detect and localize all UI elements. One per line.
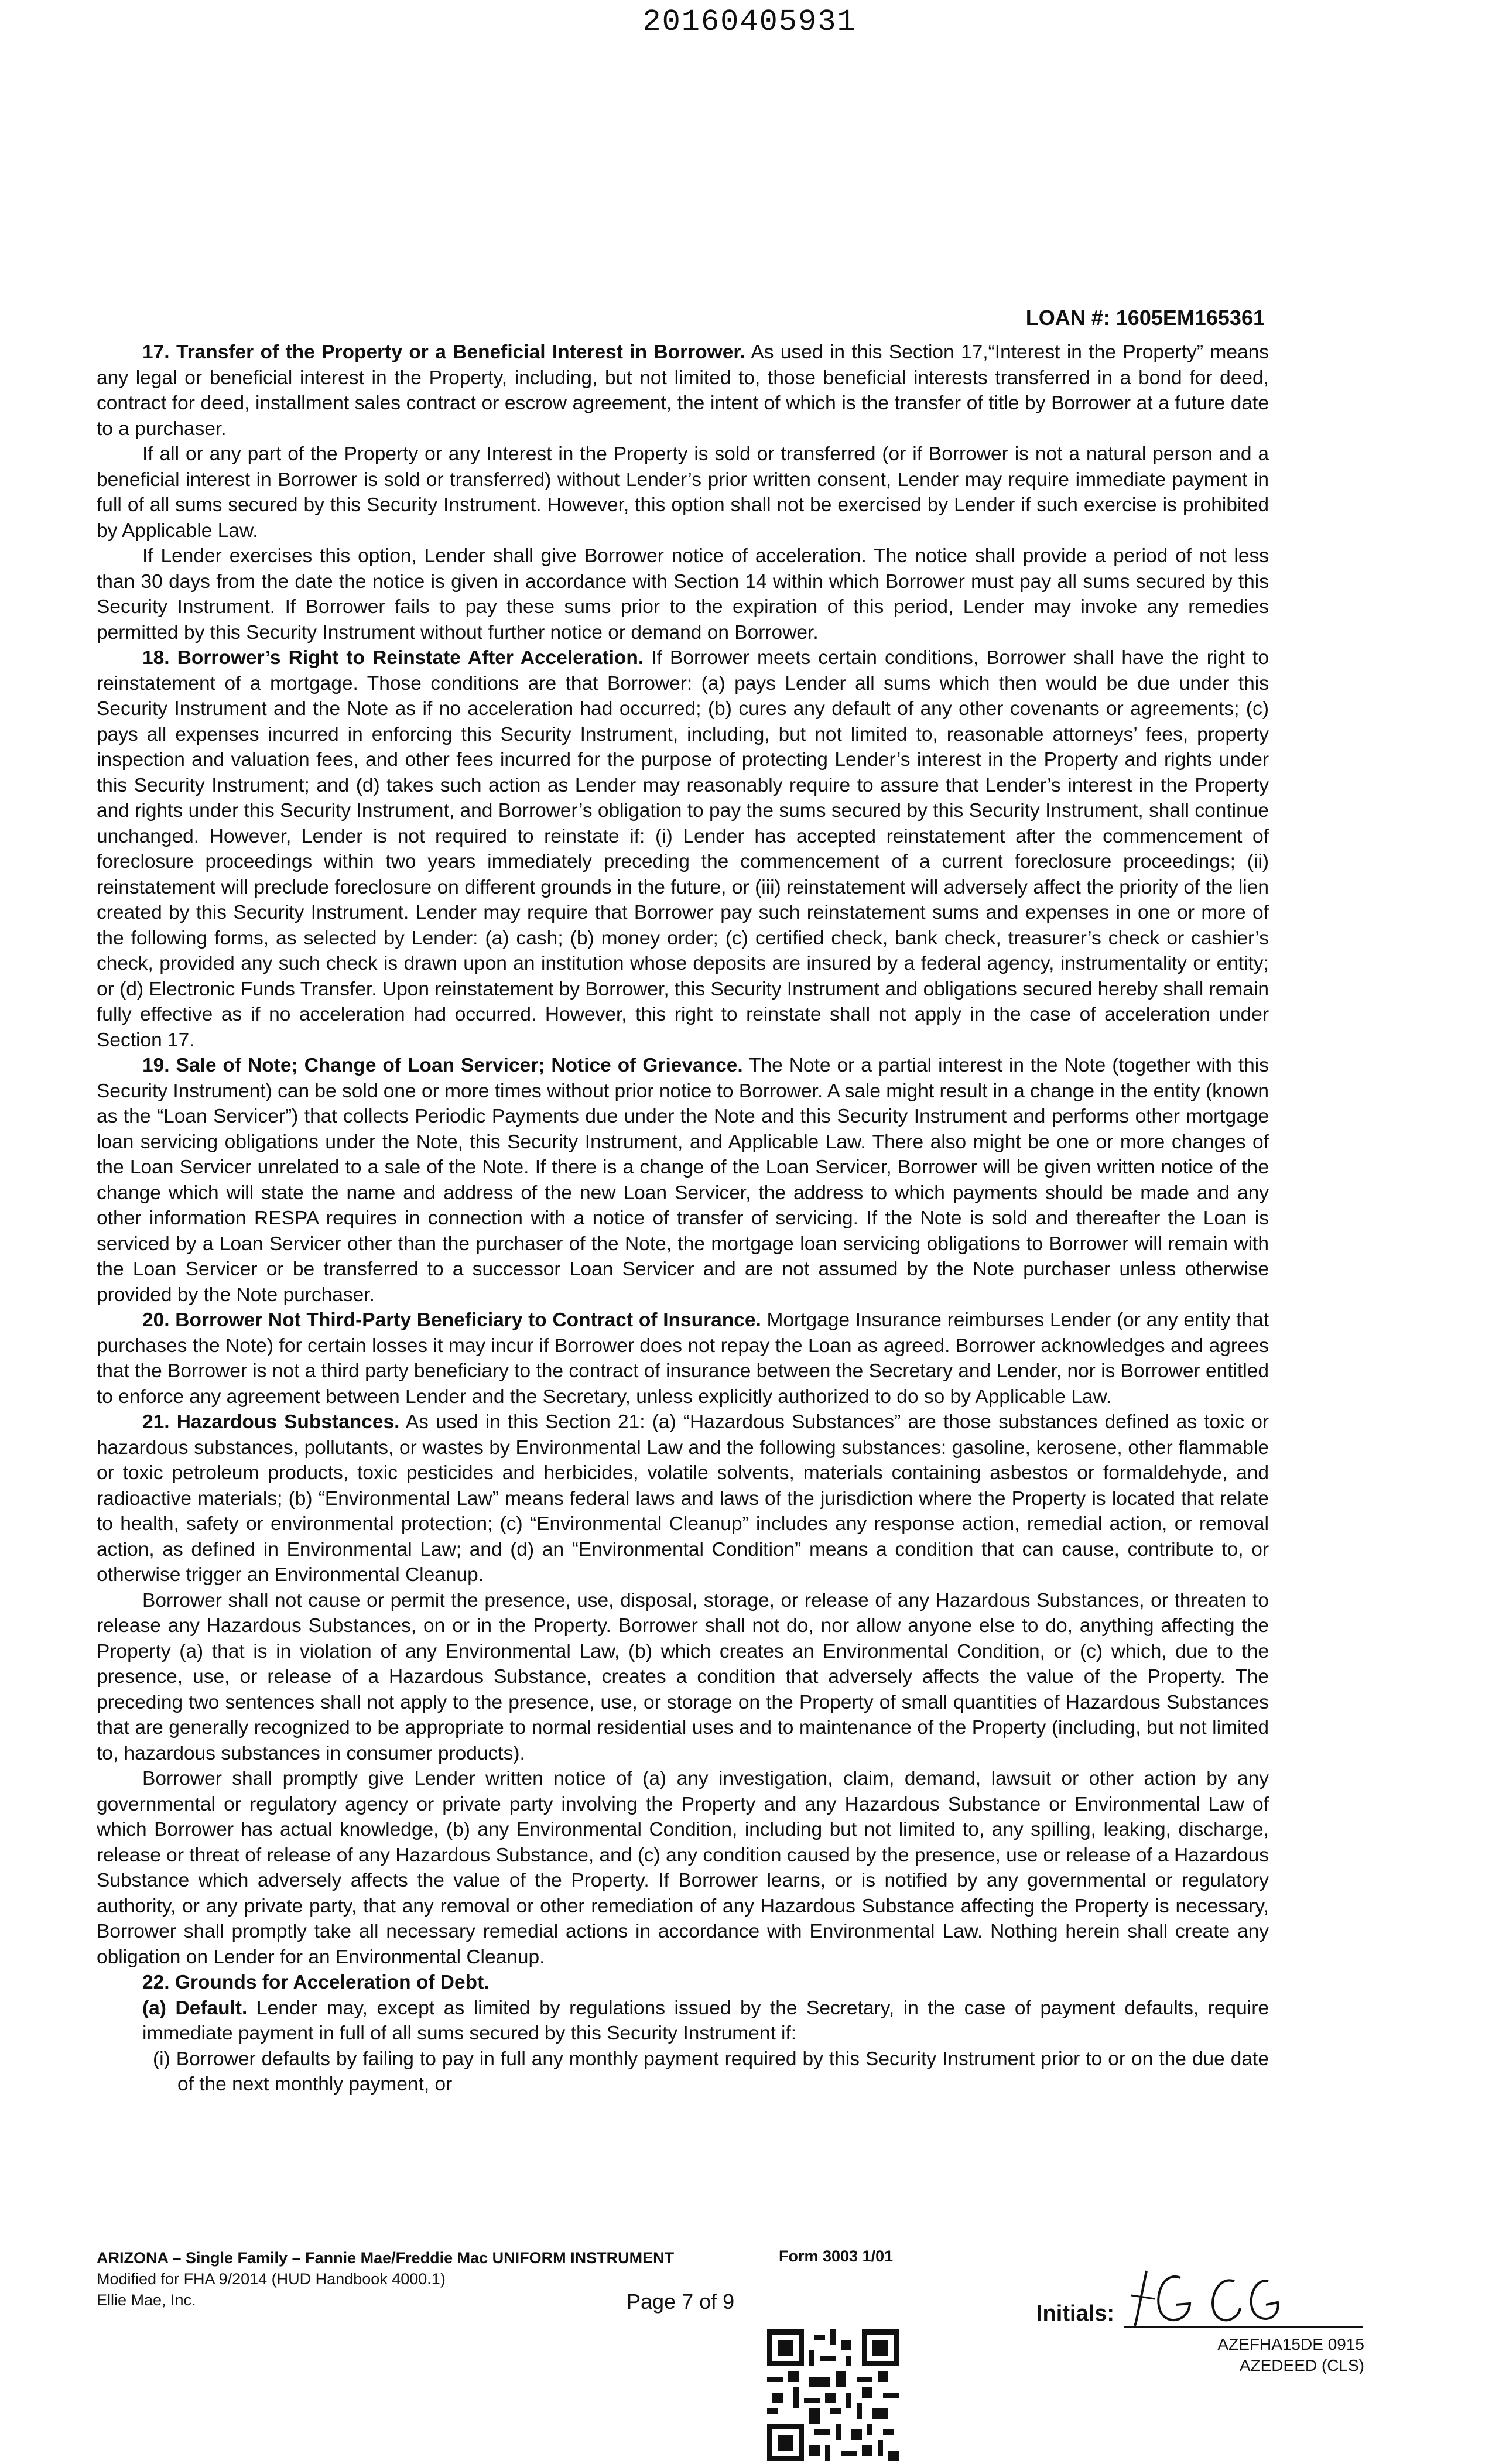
section-20-heading: 20. Borrower Not Third-Party Beneficiary to Contract of Insurance. [142,1309,761,1331]
section-21-heading: 21. Hazardous Substances. [142,1411,400,1433]
initials-label: Initials: [1036,2301,1115,2326]
section-22-heading: 22. Grounds for Acceleration of Debt. [142,1972,490,1993]
section-21-text-1: As used in this Section 21: (a) “Hazardous Substances” are those substances defined as toxic or hazardous substances, pollutants, or wastes by Environmental Law and the following substances: gasoline, kerosene, other flammable or toxic petroleum products, toxic pesticides and herbicides, volatile solvents, materials containing asbestos or formaldehyde, and radioactive materials; (b) “Environmental Law” means federal laws and laws of the jurisdiction where the Property is located that relate to health, safety or environmental protection; (c) “Environmental Cleanup” includes any response action, remedial action, or removal action, as defined in Environmental Law; and (d) an “Environmental Condition” means a condition that can cause, contribute to, or otherwise trigger an Environmental Cleanup. [97,1411,1269,1586]
state-name: ARIZONA [97,2249,168,2267]
form-code-2: AZEDEED (CLS) [1239,2356,1364,2374]
section-17-text-1: As used in this Section 17,“Interest in the Property” means any legal or beneficial interest in the Property, including, but not limited to, those beneficial interests transferred in a bond for deed, contract for deed, installment sales contract or escrow agreement, the intent of which is the transfer of title by Borrower at a future date to a purchaser. [97,341,1269,440]
loan-number: LOAN #: 1605EM165361 [1025,306,1265,330]
form-description [97,2247,674,2311]
form-number: Form 3003 1/01 [779,2247,894,2265]
section-20-paragraph [97,1308,1269,1409]
section-18-text: If Borrower meets certain conditions, Borrower shall have the right to reinstatement of a mortgage. Those conditions are that Borrower: (a) pays Lender all sums which then would be due under this Security Instrument and the Note as if no acceleration had occurred; (b) cures any default of any other covenants or agreements; (c) pays all expenses incurred in enforcing this Security Instrument, including, but not limited to, reasonable attorneys’ fees, property inspection and valuation fees, and other fees incurred for the purpose of protecting Lender’s interest in the Property and rights under this Security Instrument; and (d) takes such action as Lender may reasonably require to assure that Lender’s interest in the Property and rights under this Security Instrument, and Borrower’s obligation to pay the sums secured by this Security Instrument, shall continue unchanged. However, Lender is not required to reinstate if: (i) Lender has accepted reinstatement after the commencement of foreclosure proceedings within two years immediately preceding the commencement of a current foreclosure proceedings; (ii) reinstatement will preclude foreclosure on different grounds in the future, or (iii) reinstatement will adversely affect the priority of the lien created by this Security Instrument. Lender may require that Borrower pay such reinstatement sums and expenses in one or more of the following forms, as selected by Lender: (a) cash; (b) money order; (c) certified check, bank check, treasurer’s check or cashier’s check, provided any such check is drawn upon an institution whose deposits are insured by a federal agency, instrumentality or entity; or (d) Electronic Funds Transfer. Upon reinstatement by Borrower, this Security Instrument and obligations secured hereby shall remain fully effective as if no acceleration had occurred. However, this right to reinstate shall not apply in the case of acceleration under Section 17. [97,647,1269,1051]
section-21-paragraph-1 [97,1409,1269,1588]
barcode-icon [767,2329,899,2461]
form-title-line [97,2247,674,2268]
instrument-name: – Single Family – Fannie Mae/Freddie Mac UNIFORM INSTRUMENT [168,2249,675,2267]
section-19-paragraph [97,1053,1269,1308]
document-number: 20160405931 [642,5,857,39]
section-22a-item-i: (i) Borrower defaults by failing to pay in full any monthly payment required by this Security Instrument prior to or on the due date of the next monthly payment, or [153,2048,1269,2095]
publisher-line: Ellie Mae, Inc. [97,2291,196,2309]
section-18-heading: 18. Borrower’s Right to Reinstate After Acceleration. [142,647,644,669]
initials-block [1036,2265,1364,2374]
section-21-paragraph-2: Borrower shall not cause or permit the presence, use, disposal, storage, or release of any Hazardous Substances, or threaten to release any Hazardous Substances, on or in the Property. Borrower shall not do, nor allow anyone else to do, anything affecting the Property (a) that is in violation of any Environmental Law, (b) which creates an Environmental Condition, or (c) which, due to the presence, use, or release of a Hazardous Substance, creates a condition that adversely affects the value of the Property. The preceding two sentences shall not apply to the presence, use, or storage on the Property of small quantities of Hazardous Substances that are generally recognized to be appropriate to normal residential uses and to maintenance of the Property (including, but not limited to, hazardous substances in consumer products). [97,1589,1269,1764]
section-18-paragraph [97,645,1269,1053]
form-codes [1217,2334,1364,2376]
page-number: Page 7 of 9 [627,2290,735,2314]
section-17-paragraph-2: If all or any part of the Property or any Interest in the Property is sold or transferred (or if Borrower is not a natural person and a beneficial interest in Borrower is sold or transferred) without Lender’s prior written consent, Lender may require immediate payment in full of all sums secured by this Security Instrument. However, this option shall not be exercised by Lender if such exercise is prohibited by Applicable Law. [97,443,1269,542]
section-19-heading: 19. Sale of Note; Change of Loan Servicer; Notice of Grievance. [142,1055,743,1076]
section-20-text: Mortgage Insurance reimburses Lender (or any entity that purchases the Note) for certain losses it may incur if Borrower does not repay the Loan as agreed. Borrower acknowledges and agrees that the Borrower is not a third party beneficiary to the contract of insurance between the Secretary and Lender, nor is Borrower entitled to enforce any agreement between Lender and the Secretary, unless explicitly authorized to do so by Applicable Law. [97,1309,1269,1408]
initials-signature [1123,2265,1364,2329]
fha-modification-line: Modified for FHA 9/2014 (HUD Handbook 4000.1) [97,2270,446,2288]
section-22a-text: Lender may, except as limited by regulations issued by the Secretary, in the case of payment defaults, require immediate payment in full of all sums secured by this Security Instrument if: [142,1997,1269,2044]
section-22a-paragraph [97,1996,1269,2047]
page-footer [97,2247,1402,2464]
section-17-heading: 17. Transfer of the Property or a Beneficial Interest in Borrower. [142,341,745,363]
document-body [97,340,1269,2097]
section-22a-heading: (a) Default. [142,1997,248,2019]
section-17-paragraph-3: If Lender exercises this option, Lender shall give Borrower notice of acceleration. The notice shall provide a period of not less than 30 days from the date the notice is given in accordance with Section 14 within which Borrower must pay all sums secured by this Security Instrument. If Borrower fails to pay these sums prior to the expiration of this period, Lender may invoke any remedies permitted by this Security Instrument without further notice or demand on Borrower. [97,545,1269,644]
section-21-paragraph-3: Borrower shall promptly give Lender written notice of (a) any investigation, claim, demand, lawsuit or other action by any governmental or regulatory agency or private party involving the Property and any Hazardous Substance or Environmental Law of which Borrower has actual knowledge, (b) any Environmental Condition, including but not limited to, any spilling, leaking, discharge, release or threat of release of any Hazardous Substance, and (c) any condition caused by the presence, use or release of a Hazardous Substance which adversely affects the value of the Property. If Borrower learns, or is notified by any governmental or regulatory authority, or any private party, that any removal or other remediation of any Hazardous Substance affecting the Property is necessary, Borrower shall promptly take all necessary remedial actions in accordance with Environmental Law. Nothing herein shall create any obligation on Lender for an Environmental Cleanup. [97,1768,1269,1968]
section-17-paragraph-1 [97,340,1269,442]
form-code-1: AZEFHA15DE 0915 [1217,2335,1364,2353]
section-19-text: The Note or a partial interest in the Note (together with this Security Instrument) can be sold one or more times without prior notice to Borrower. A sale might result in a change in the entity (known as the “Loan Servicer”) that collects Periodic Payments due under the Note and this Security Instrument and performs other mortgage loan servicing obligations under the Note, this Security Instrument, and Applicable Law. There also might be one or more changes of the Loan Servicer unrelated to a sale of the Note. If there is a change of the Loan Servicer, Borrower will be given written notice of the change which will state the name and address of the new Loan Servicer, the address to which payments should be made and any other information RESPA requires in connection with a notice of transfer of servicing. If the Note is sold and thereafter the Loan is serviced by a Loan Servicer other than the purchaser of the Note, the mortgage loan servicing obligations to Borrower will remain with the Loan Servicer or be transferred to a successor Loan Servicer and are not assumed by the Note purchaser unless otherwise provided by the Note purchaser. [97,1055,1269,1306]
